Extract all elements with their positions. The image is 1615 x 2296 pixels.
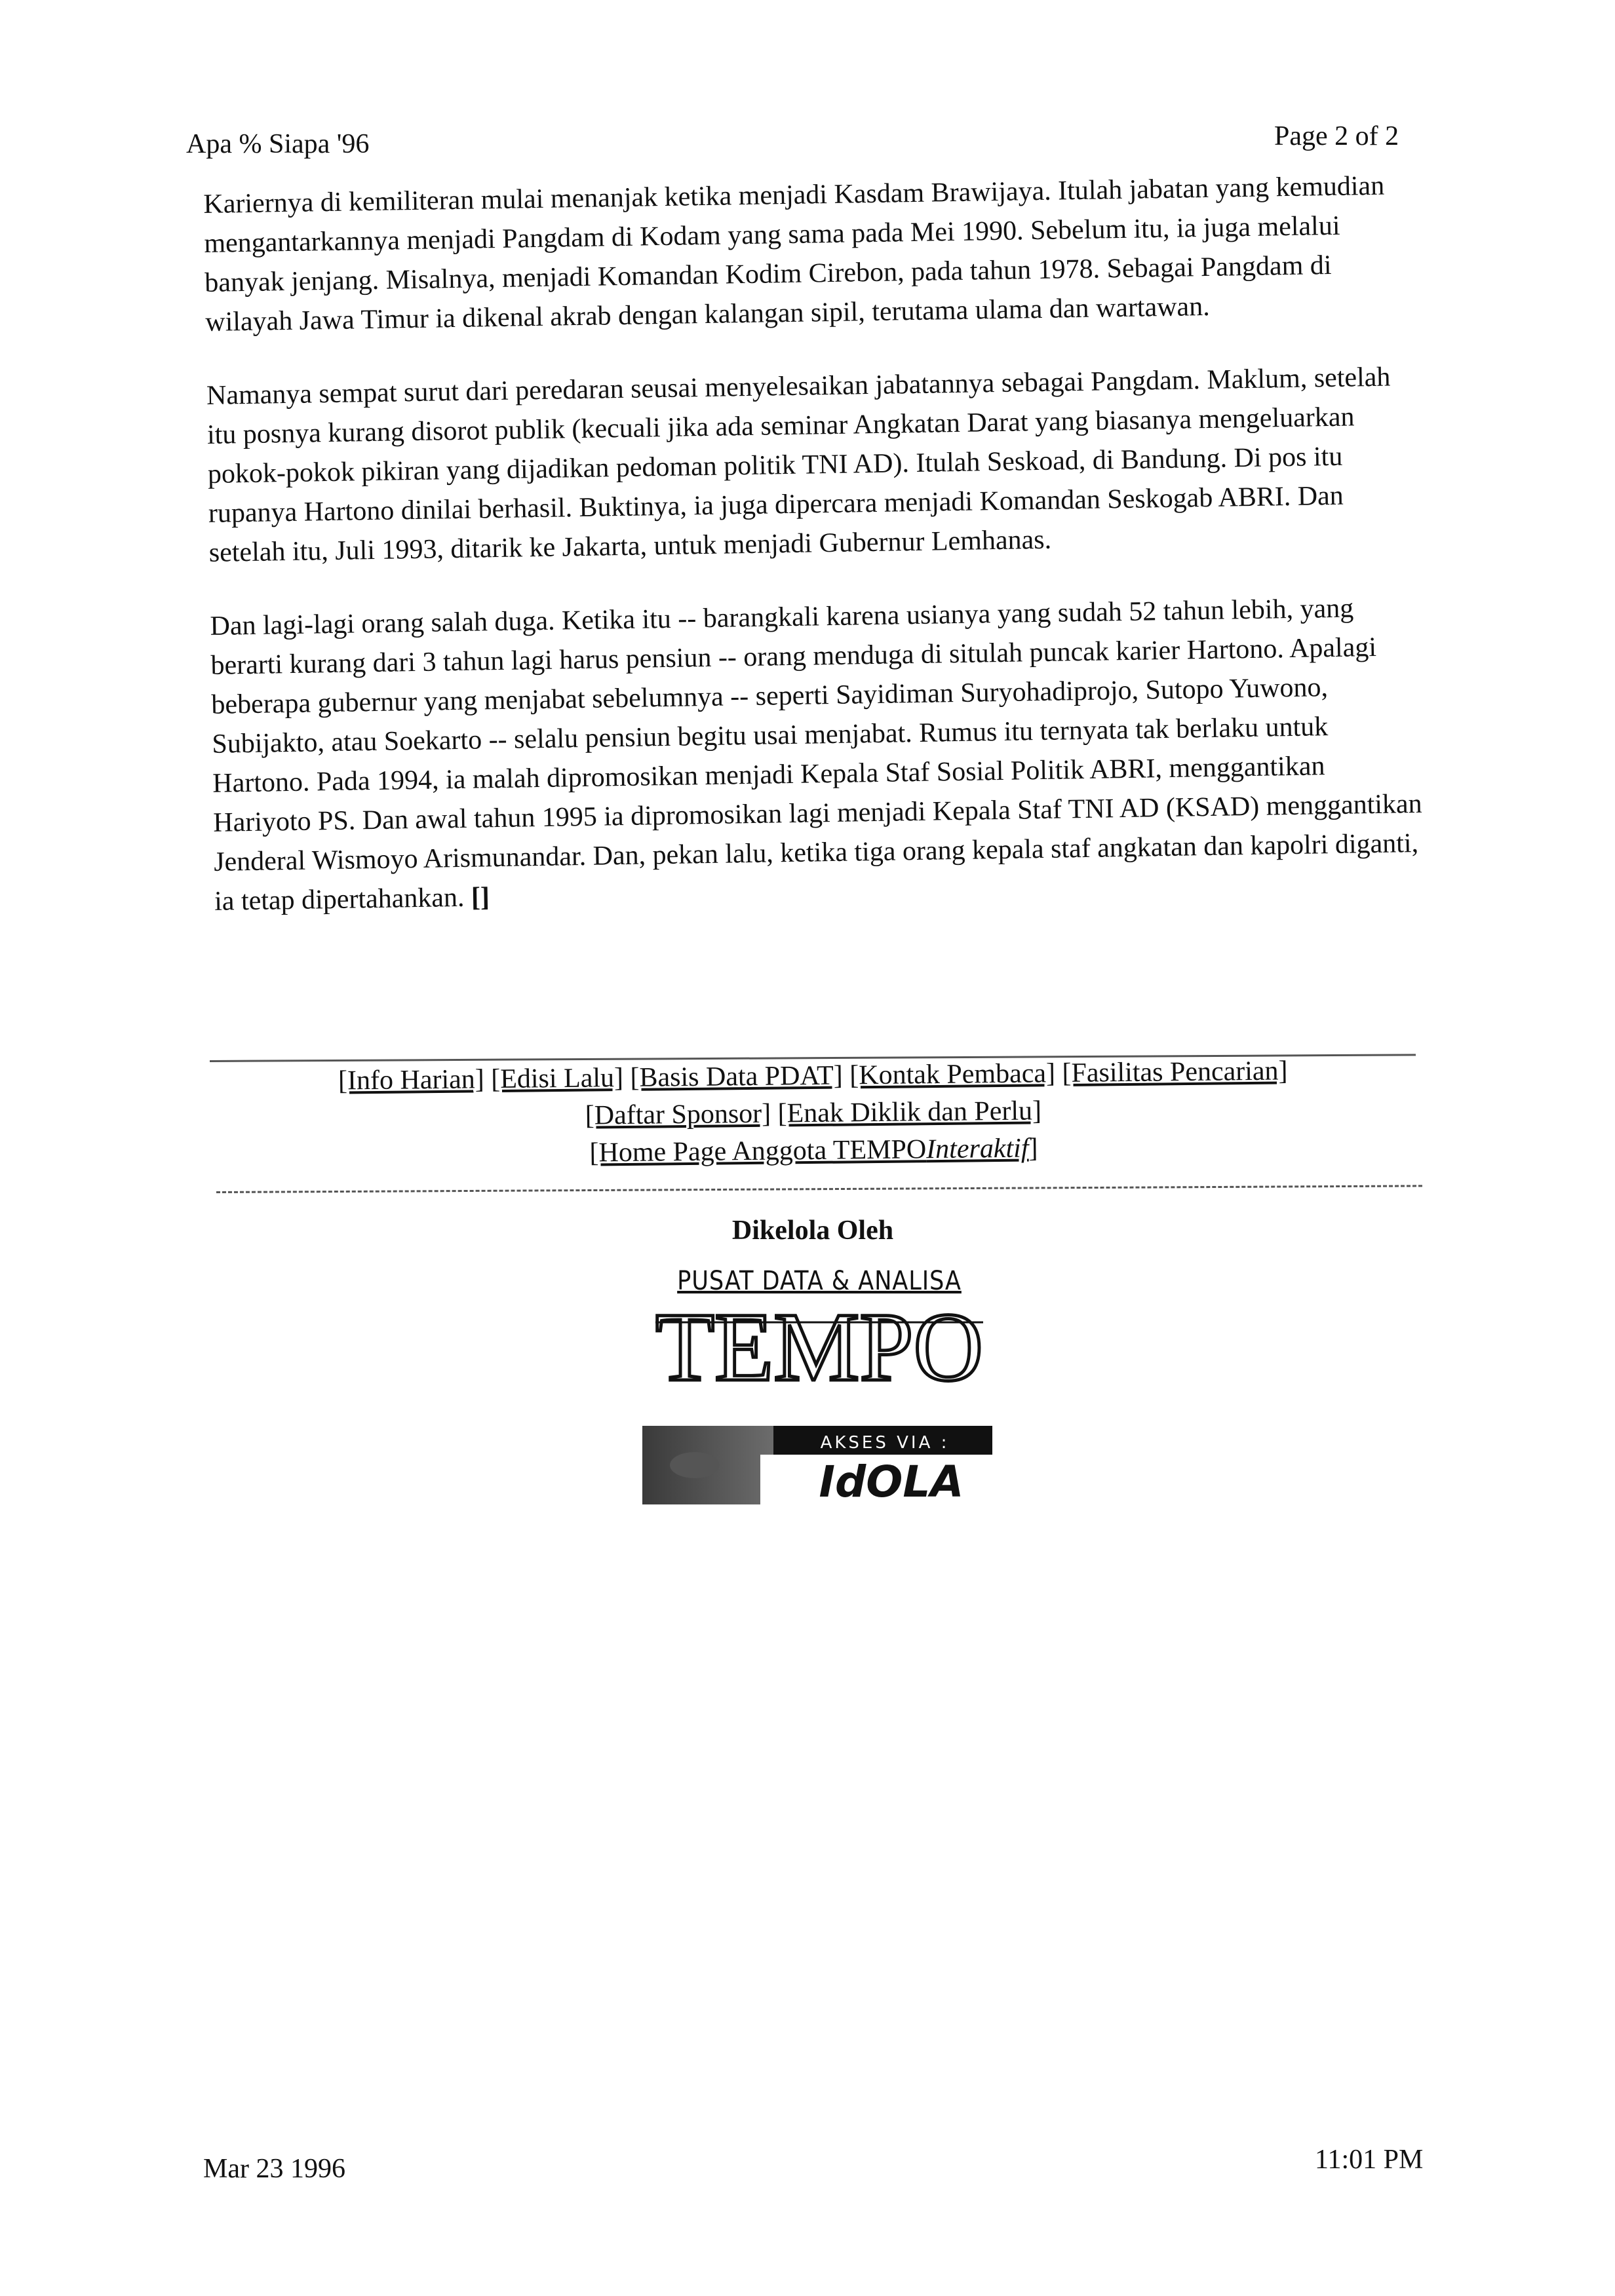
tempo-logo-icon [649, 1303, 990, 1388]
idola-banner-caption: AKSES VIA : [820, 1433, 950, 1453]
end-mark: [] [471, 882, 490, 913]
nav-link-info-harian[interactable]: [Info Harian] [338, 1064, 484, 1096]
footer-time: 11:01 PM [1315, 2145, 1424, 2175]
article-paragraph-3 [210, 588, 1427, 921]
nav-link-home-page-anggota[interactable] [589, 1133, 1038, 1168]
article-paragraph-1: Kariernya di kemiliteran mulai menanjak ketika menjadi Kasdam Brawijaya. Itulah jabatan yang kemudian mengantarkannya menjadi Pangdam di Kodam yang sama pada Mei 1990. Sebelum itu, ia juga melalui banyak jenjang. Misalnya, menjadi Komandan Kodim Cirebon, pada tahun 1978. Sebagai Pangdam di wilayah Jawa Timur ia dikenal akrab dengan kalangan sipil, terutama ulama dan wartawan. [203, 170, 1385, 337]
idola-banner-icon[interactable] [642, 1426, 992, 1504]
nav-link-home-suffix: ] [1028, 1133, 1038, 1164]
tempo-logo-text: TEMPO [655, 1303, 983, 1388]
nav-link-fasilitas-pencarian[interactable]: [Fasilitas Pencarian] [1062, 1056, 1288, 1089]
page-header-title: Apa % Siapa '96 [186, 129, 370, 159]
nav-divider-bottom [216, 1185, 1422, 1193]
footer-date: Mar 23 1996 [203, 2154, 345, 2184]
nav-link-home-prefix: [Home Page Anggota TEMPO [589, 1134, 927, 1168]
nav-link-daftar-sponsor[interactable]: [Daftar Sponsor] [585, 1098, 771, 1131]
nav-link-kontak-pembaca[interactable]: [Kontak Pembaca] [849, 1058, 1056, 1091]
nav-link-enak-diklik[interactable]: [Enak Diklik dan Perlu] [777, 1096, 1042, 1129]
nav-link-basis-data-pdat[interactable]: [Basis Data PDAT] [630, 1060, 844, 1093]
page-number: Page 2 of 2 [1274, 121, 1399, 151]
tempo-logo-subtitle: PUSAT DATA & ANALISA [677, 1266, 962, 1296]
article-paragraph-3-text: Dan lagi-lagi orang salah duga. Ketika itu -- barangkali karena usianya yang sudah 52 tahun lebih, yang berarti kurang dari 3 tahun lagi harus pensiun -- orang menduga di situlah puncak karier Hartono. Apalagi beberapa gubernur yang menjabat sebelumnya -- seperti Sayidiman Suryohadiprojo, Sutopo Yuwono, Subijakto, atau Soekarto -- selalu pensiun begitu usai menjabat. Rumus itu ternyata tak berlaku untuk Hartono. Pada 1994, ia malah dipromosikan menjadi Kepala Staf Sosial Politik ABRI, menggantikan Hariyoto PS. Dan awal tahun 1995 ia dipromosikan lagi menjadi Kepala Staf TNI AD (KSAD) menggantikan Jenderal Wismoyo Arismunandar. Dan, pekan lalu, ketika tiga orang kepala staf angkatan dan kapolri diganti, ia tetap dipertahankan. [210, 593, 1422, 917]
article-body [203, 166, 1428, 955]
idola-banner-brand: IdOLA [819, 1457, 964, 1504]
tempo-logo [649, 1266, 990, 1391]
article-paragraph-2: Namanya sempat surut dari peredaran seusai menyelesaikan jabatannya sebagai Pangdam. Maklum, setelah itu posnya kurang disorot publik (kecuali jika ada seminar Angkatan Darat yang biasanya mengeluarkan pokok-pokok pikiran yang dijadikan pedoman politik TNI AD). Itulah Seskoad, di Bandung. Di pos itu rupanya Hartono dinilai berhasil. Buktinya, ia juga dipercara menjadi Komandan Seskogab ABRI. Dan setelah itu, Juli 1993, ditarik ke Jakarta, untuk menjadi Gubernur Lemhanas. [206, 362, 1391, 568]
nav-link-home-italic: Interaktif [925, 1133, 1029, 1165]
footer-navigation [197, 1051, 1430, 1176]
nav-link-edisi-lalu[interactable]: [Edisi Lalu] [491, 1063, 624, 1095]
managed-by-label: Dikelola Oleh [731, 1215, 894, 1246]
